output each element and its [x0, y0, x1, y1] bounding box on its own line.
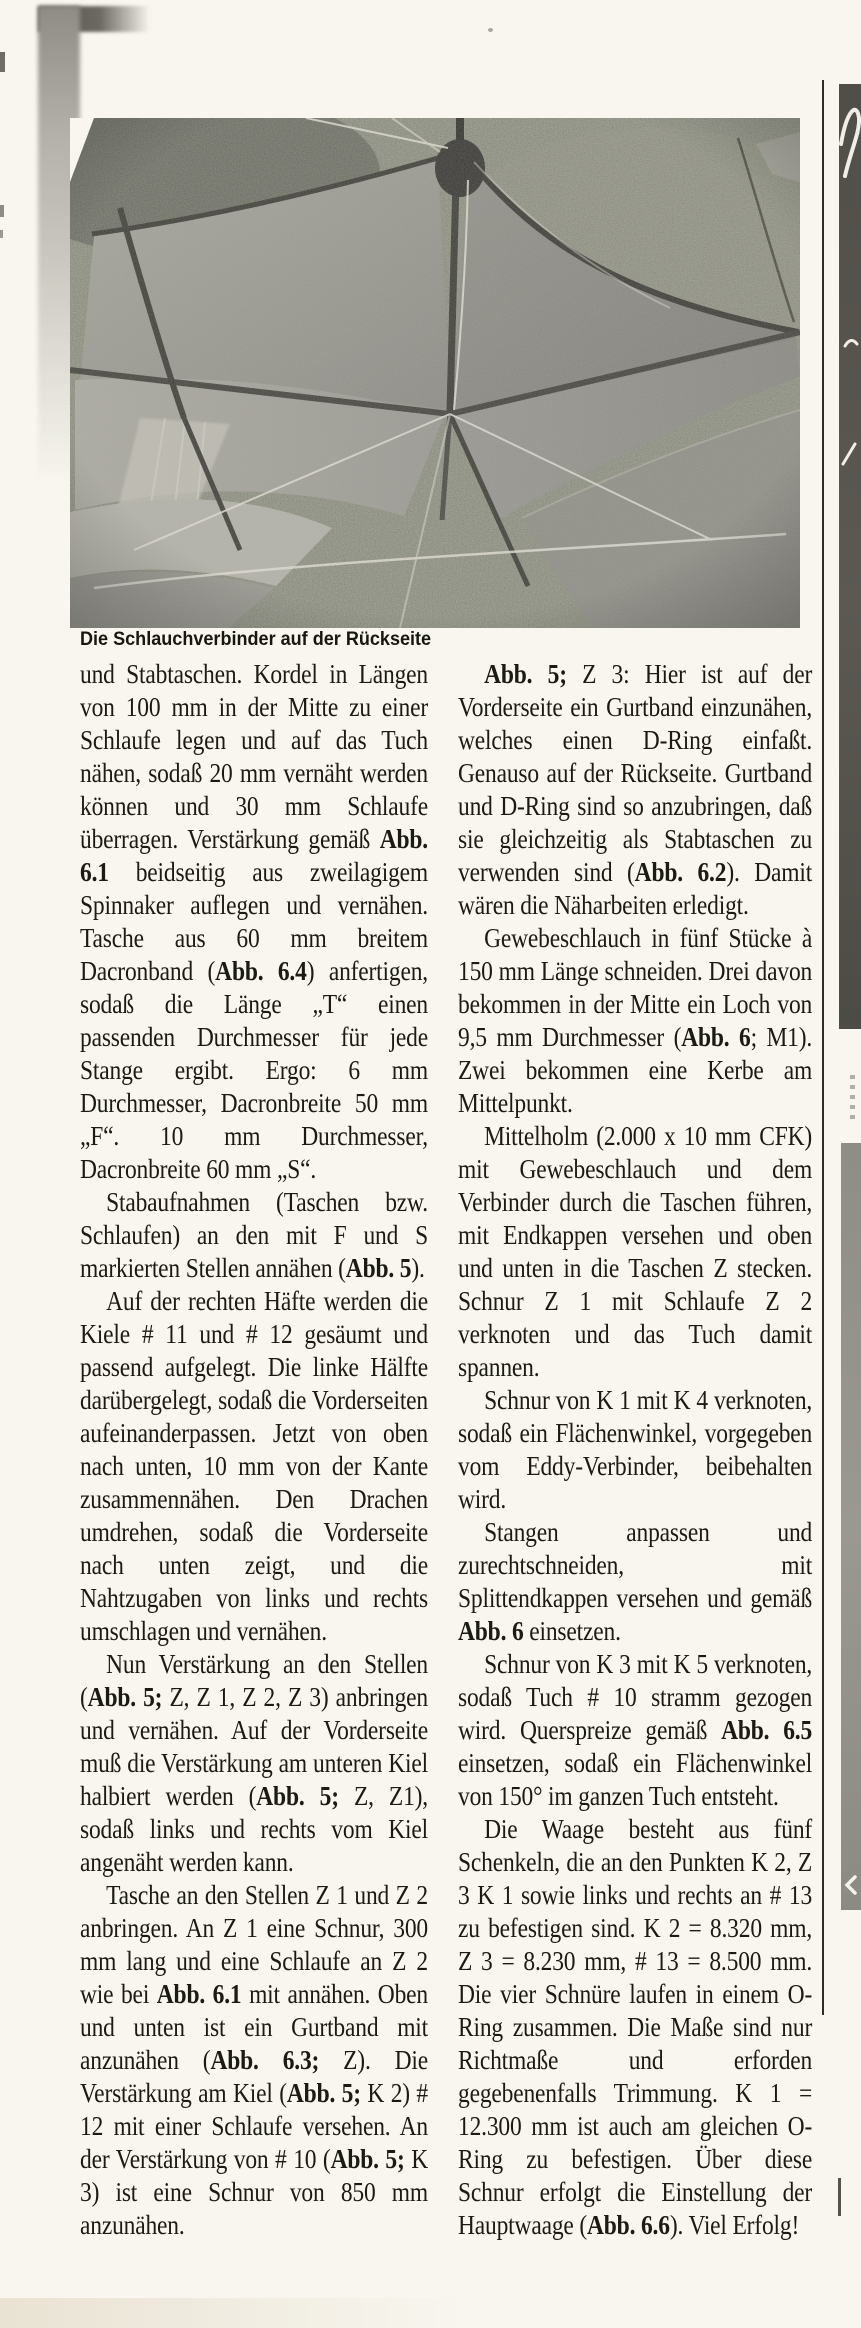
text-run: Auf der rechten Häfte werden die Kiele # 11 und # 12 gesäumt und passend aufgelegt. Die linke Hälfte darübergelegt, sodaß die Vorderseiten aufeinanderpassen. Jetzt von oben nach unten, 10 mm von der Kante zusammennähen. Den Drachen umdrehen, sodaß die Vorderseite nach unten zeigt, und die Nahtzugaben von links und rechts umschlagen und vernähen. — [80, 1286, 428, 1646]
text-run: Stabaufnahmen (Taschen bzw. Schlaufen) an den mit F und S markierten Stellen annähen ( — [80, 1187, 428, 1283]
paragraph — [80, 1648, 428, 1879]
text-run: Z, Z 1, Z 2, Z 3) anbringen und vernähen. Auf der Vorderseite muß die Verstärkung am unteren Kiel halbiert werden ( — [80, 1682, 428, 1811]
paragraph — [80, 1285, 428, 1648]
kite-photo-image — [70, 118, 800, 628]
text-run: K 3) ist eine Schnur von 850 mm anzunähen. — [80, 2144, 428, 2240]
text-run: und Stabtaschen. Kordel in Längen von 100 mm in der Mitte zu einer Schlaufe legen und auf das Tuch nähen, sodaß 20 mm vernäht werden können und 30 mm Schlaufe überragen. Verstärkung gemäß — [80, 659, 428, 854]
scan-edge-tick — [0, 230, 3, 238]
text-run-bold: Abb. 5; — [87, 1682, 163, 1712]
page-edge-line — [822, 80, 824, 2015]
paragraph — [458, 658, 812, 922]
scan-edge-tick — [0, 205, 4, 217]
text-run: ) anfertigen, sodaß die Länge „T“ einen passenden Durchmesser für jede Stange ergibt. Ergo: 6 mm Durchmesser, Dacronbreite 50 mm „F“. 10 mm Durchmesser, Dacronbreite 60 mm „S“. — [80, 956, 428, 1184]
bottom-scan-smudge — [0, 2298, 470, 2328]
paragraph — [458, 922, 812, 1120]
adjacent-page-script-glyphs — [839, 84, 861, 1029]
paragraph — [458, 1813, 812, 2242]
text-run: Z, Z1), sodaß links und rechts vom Kiel angenäht werden kann. — [80, 1781, 428, 1877]
text-run-bold: Abb. 5; — [256, 1781, 339, 1811]
text-run: Stangen anpassen und zurechtschneiden, mit Splittendkappen versehen und gemäß — [458, 1517, 813, 1613]
text-column-right — [458, 658, 812, 2242]
text-run: Die Waage besteht aus fünf Schenkeln, die an den Punkten K 2, Z 3 K 1 sowie links und rechts an # 13 zu befestigen sind. K 2 = 8.320 mm, Z 3 = 8.230 mm, # 13 = 8.500 mm. Die vier Schnüre laufen in einem O-Ring zusammen. Die Maße sind nur Richtmaße und erforden gegebenenfalls Trimmung. K 1 = 12.300 mm ist auch am gleichen O-Ring zu befestigen. Über diese Schnur erfolgt die Einstellung der Hauptwaage ( — [458, 1814, 813, 2240]
text-run-bold: Abb. 6 — [681, 1022, 751, 1052]
paragraph — [80, 658, 428, 1186]
adjacent-page-chevron — [841, 1143, 861, 1910]
scan-edge-tick — [0, 52, 5, 72]
text-run-bold: Abb. 5 — [345, 1253, 412, 1283]
text-run-bold: Abb. 6.5 — [721, 1715, 813, 1745]
text-run: Mittelholm (2.000 x 10 mm CFK) mit Gewebeschlauch und dem Verbinder durch die Taschen führen, mit Endkappen versehen und oben und unten in die Taschen Z stecken. Schnur Z 1 mit Schlaufe Z 2 verknoten und das Tuch damit spannen. — [458, 1121, 813, 1382]
text-run: einsetzen, sodaß ein Flächenwinkel von 150° im ganzen Tuch entsteht. — [458, 1748, 813, 1811]
text-run-bold: Abb. 5; — [330, 2144, 405, 2174]
page-edge-line-fragment — [838, 2178, 841, 2216]
text-run-bold: Abb. 6.1 — [80, 824, 428, 887]
text-column-left — [80, 658, 428, 2242]
text-run-bold: Abb. 6.1 — [156, 1979, 242, 2009]
text-run-bold: Abb. 5; — [286, 2078, 361, 2108]
kite-photo — [70, 118, 800, 628]
text-run-bold: Abb. 5; — [484, 659, 567, 689]
paragraph — [458, 1516, 812, 1648]
scan-speck — [488, 28, 493, 32]
paragraph — [80, 1186, 428, 1285]
text-run: ). — [411, 1253, 425, 1283]
text-run: ). Damit wären die Näharbeiten erledigt. — [458, 857, 813, 920]
adjacent-page-strip-top — [839, 84, 861, 1029]
paragraph — [80, 1879, 428, 2242]
photo-vignette — [70, 118, 800, 628]
text-run: Z 3: Hier ist auf der Vorderseite ein Gurtband einzunähen, welches einen D-Ring einfaßt. Genauso auf der Rückseite. Gurtband und D-Ring sind so anzubringen, daß sie gleichzeitig als Stabtaschen zu verwenden sind ( — [458, 659, 813, 887]
text-run: Gewebeschlauch in fünf Stücke à 150 mm Länge schneiden. Drei davon bekommen in der Mitte ein Loch von 9,5 mm Durchmesser ( — [458, 923, 813, 1052]
photo-caption: Die Schlauchverbinder auf der Rückseite — [80, 629, 432, 650]
text-run: Schnur von K 1 mit K 4 verknoten, sodaß ein Flächenwinkel, vorgegeben vom Eddy-Verbinder, beibehalten wird. — [458, 1385, 813, 1514]
text-run: Nun Verstärkung an den Stellen ( — [80, 1649, 428, 1712]
text-run: beidseitig aus zweilagigem Spinnaker auflegen und vernähen. Tasche aus 60 mm breitem Dacronband ( — [80, 857, 428, 986]
text-run: K 2) # 12 mit einer Schlaufe versehen. An der Verstärkung von # 10 ( — [80, 2078, 429, 2174]
paragraph — [458, 1384, 812, 1516]
paragraph — [458, 1120, 812, 1384]
text-run: Z). Die Verstärkung am Kiel ( — [80, 2045, 428, 2108]
text-run: ). Viel Erfolg! — [669, 2210, 800, 2240]
text-run-bold: Abb. 6 — [458, 1616, 524, 1646]
text-run-bold: Abb. 6.2 — [634, 857, 727, 887]
adjacent-page-strip-bottom — [841, 1143, 861, 1910]
text-run-bold: Abb. 6.3; — [210, 2045, 320, 2075]
text-run: ; M1). Zwei bekommen eine Kerbe am Mittelpunkt. — [458, 1022, 813, 1118]
text-run-bold: Abb. 6.4 — [215, 956, 307, 986]
text-run: Tasche an den Stellen Z 1 und Z 2 anbringen. An Z 1 eine Schnur, 300 mm lang und eine Schlaufe an Z 2 wie bei — [80, 1880, 428, 2009]
paragraph — [458, 1648, 812, 1813]
text-run: mit annähen. Oben und unten ist ein Gurtband mit anzunähen ( — [80, 1979, 428, 2075]
text-run: Schnur von K 3 mit K 5 verknoten, sodaß Tuch # 10 stramm gezogen wird. Querspreize gemäß — [458, 1649, 813, 1745]
text-run: einsetzen. — [523, 1616, 621, 1646]
text-run-bold: Abb. 6.6 — [587, 2210, 670, 2240]
spine-microtext-marks — [850, 1075, 855, 1121]
